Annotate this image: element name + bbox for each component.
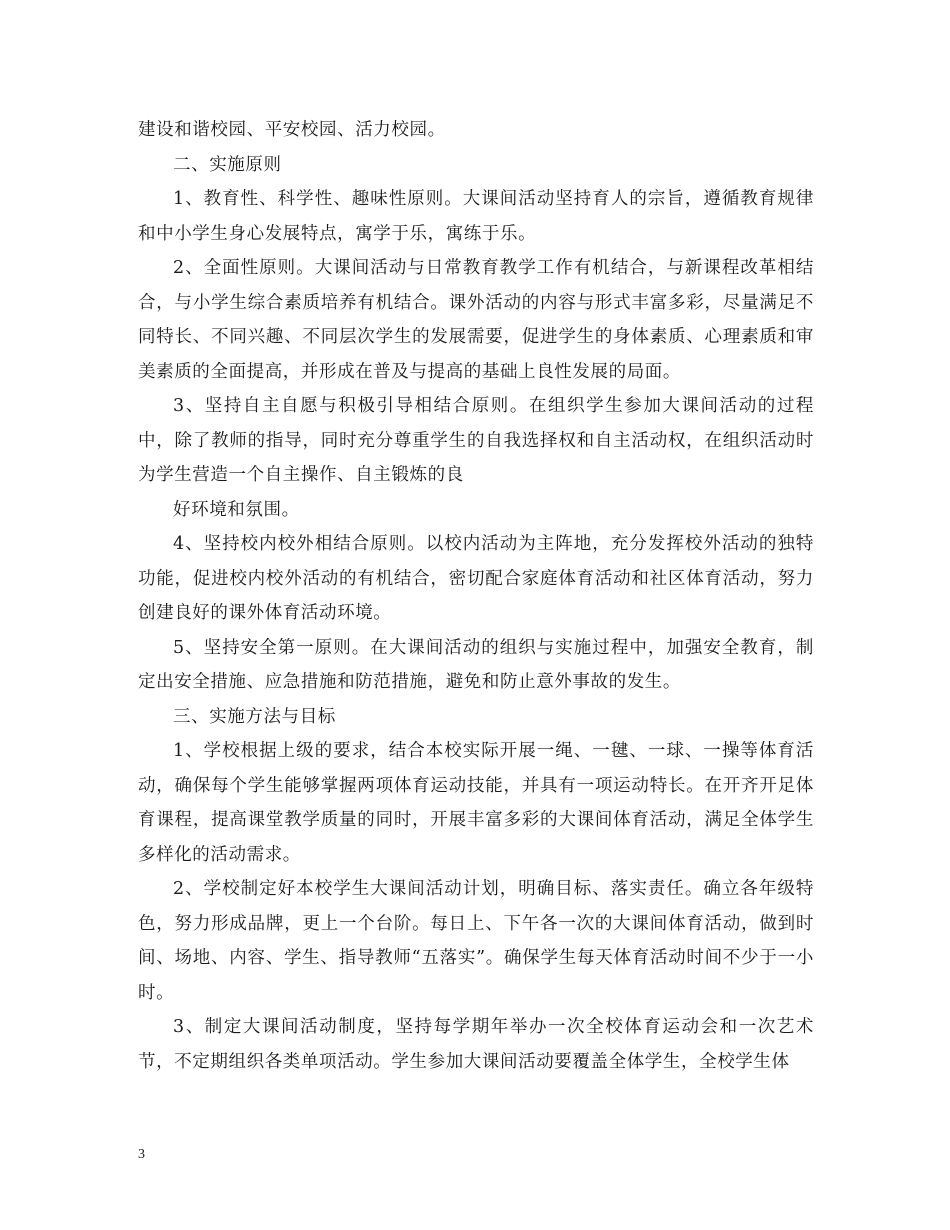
- paragraph-continuation: 建设和谐校园、平安校园、活力校园。: [138, 120, 446, 140]
- paragraph-principle-1: 1、教育性、科学性、趣味性原则。大课间活动坚持育人的宗旨，遵循教育规律和中小学生身心发展特点，寓学于乐，寓练于乐。: [138, 189, 814, 244]
- paragraph-principle-3-end: 好环境和氛围。: [173, 499, 300, 520]
- paragraph-principle-3: 3、坚持自主自愿与积极引导相结合原则。在组织学生参加大课间活动的过程中，除了教师的指导，同时充分尊重学生的自我选择权和自主活动权，在组织活动时为学生营造一个自主操作、自主锻炼的良: [138, 396, 814, 485]
- paragraph-principle-2: 2、全面性原则。大课间活动与日常教育教学工作有机结合，与新课程改革相结合，与小学生综合素质培养有机结合。课外活动的内容与形式丰富多彩，尽量满足不同特长、不同兴趣、不同层次学生的发展需要，促进学生的身体素质、心理素质和审美素质的全面提高，并形成在普及与提高的基础上良性发展的局面。: [138, 258, 814, 382]
- paragraph-method-1: 1、学校根据上级的要求，结合本校实际开展一绳、一毽、一球、一操等体育活动，确保每个学生能够掌握两项体育运动技能，并具有一项运动特长。在开齐开足体育课程，提高课堂教学质量的同时，开展丰富多彩的大课间体育活动，满足全体学生多样化的活动需求。: [138, 741, 814, 865]
- section-heading-methods: 三、实施方法与目标: [173, 706, 336, 727]
- section-heading-principles: 二、实施原则: [173, 154, 282, 175]
- page-number: 3: [138, 1147, 145, 1162]
- paragraph-method-2: 2、学校制定好本校学生大课间活动计划，明确目标、落实责任。确立各年级特色，努力形成品牌，更上一个台阶。每日上、下午各一次的大课间体育活动，做到时间、场地、内容、学生、指导教师“五落实”。确保学生每天体育活动时间不少于一小时。: [138, 879, 814, 1003]
- paragraph-principle-4: 4、坚持校内校外相结合原则。以校内活动为主阵地，充分发挥校外活动的独特功能，促进校内校外活动的有机结合，密切配合家庭体育活动和社区体育活动，努力创建良好的课外体育活动环境。: [138, 534, 814, 623]
- body-text: [138, 113, 814, 1079]
- paragraph-method-3: 3、制定大课间活动制度，坚持每学期年举办一次全校体育运动会和一次艺术节，不定期组织各类单项活动。学生参加大课间活动要覆盖全体学生，全校学生体: [138, 1017, 814, 1072]
- paragraph-principle-5: 5、坚持安全第一原则。在大课间活动的组织与实施过程中，加强安全教育，制定出安全措施、应急措施和防范措施，避免和防止意外事故的发生。: [138, 637, 814, 692]
